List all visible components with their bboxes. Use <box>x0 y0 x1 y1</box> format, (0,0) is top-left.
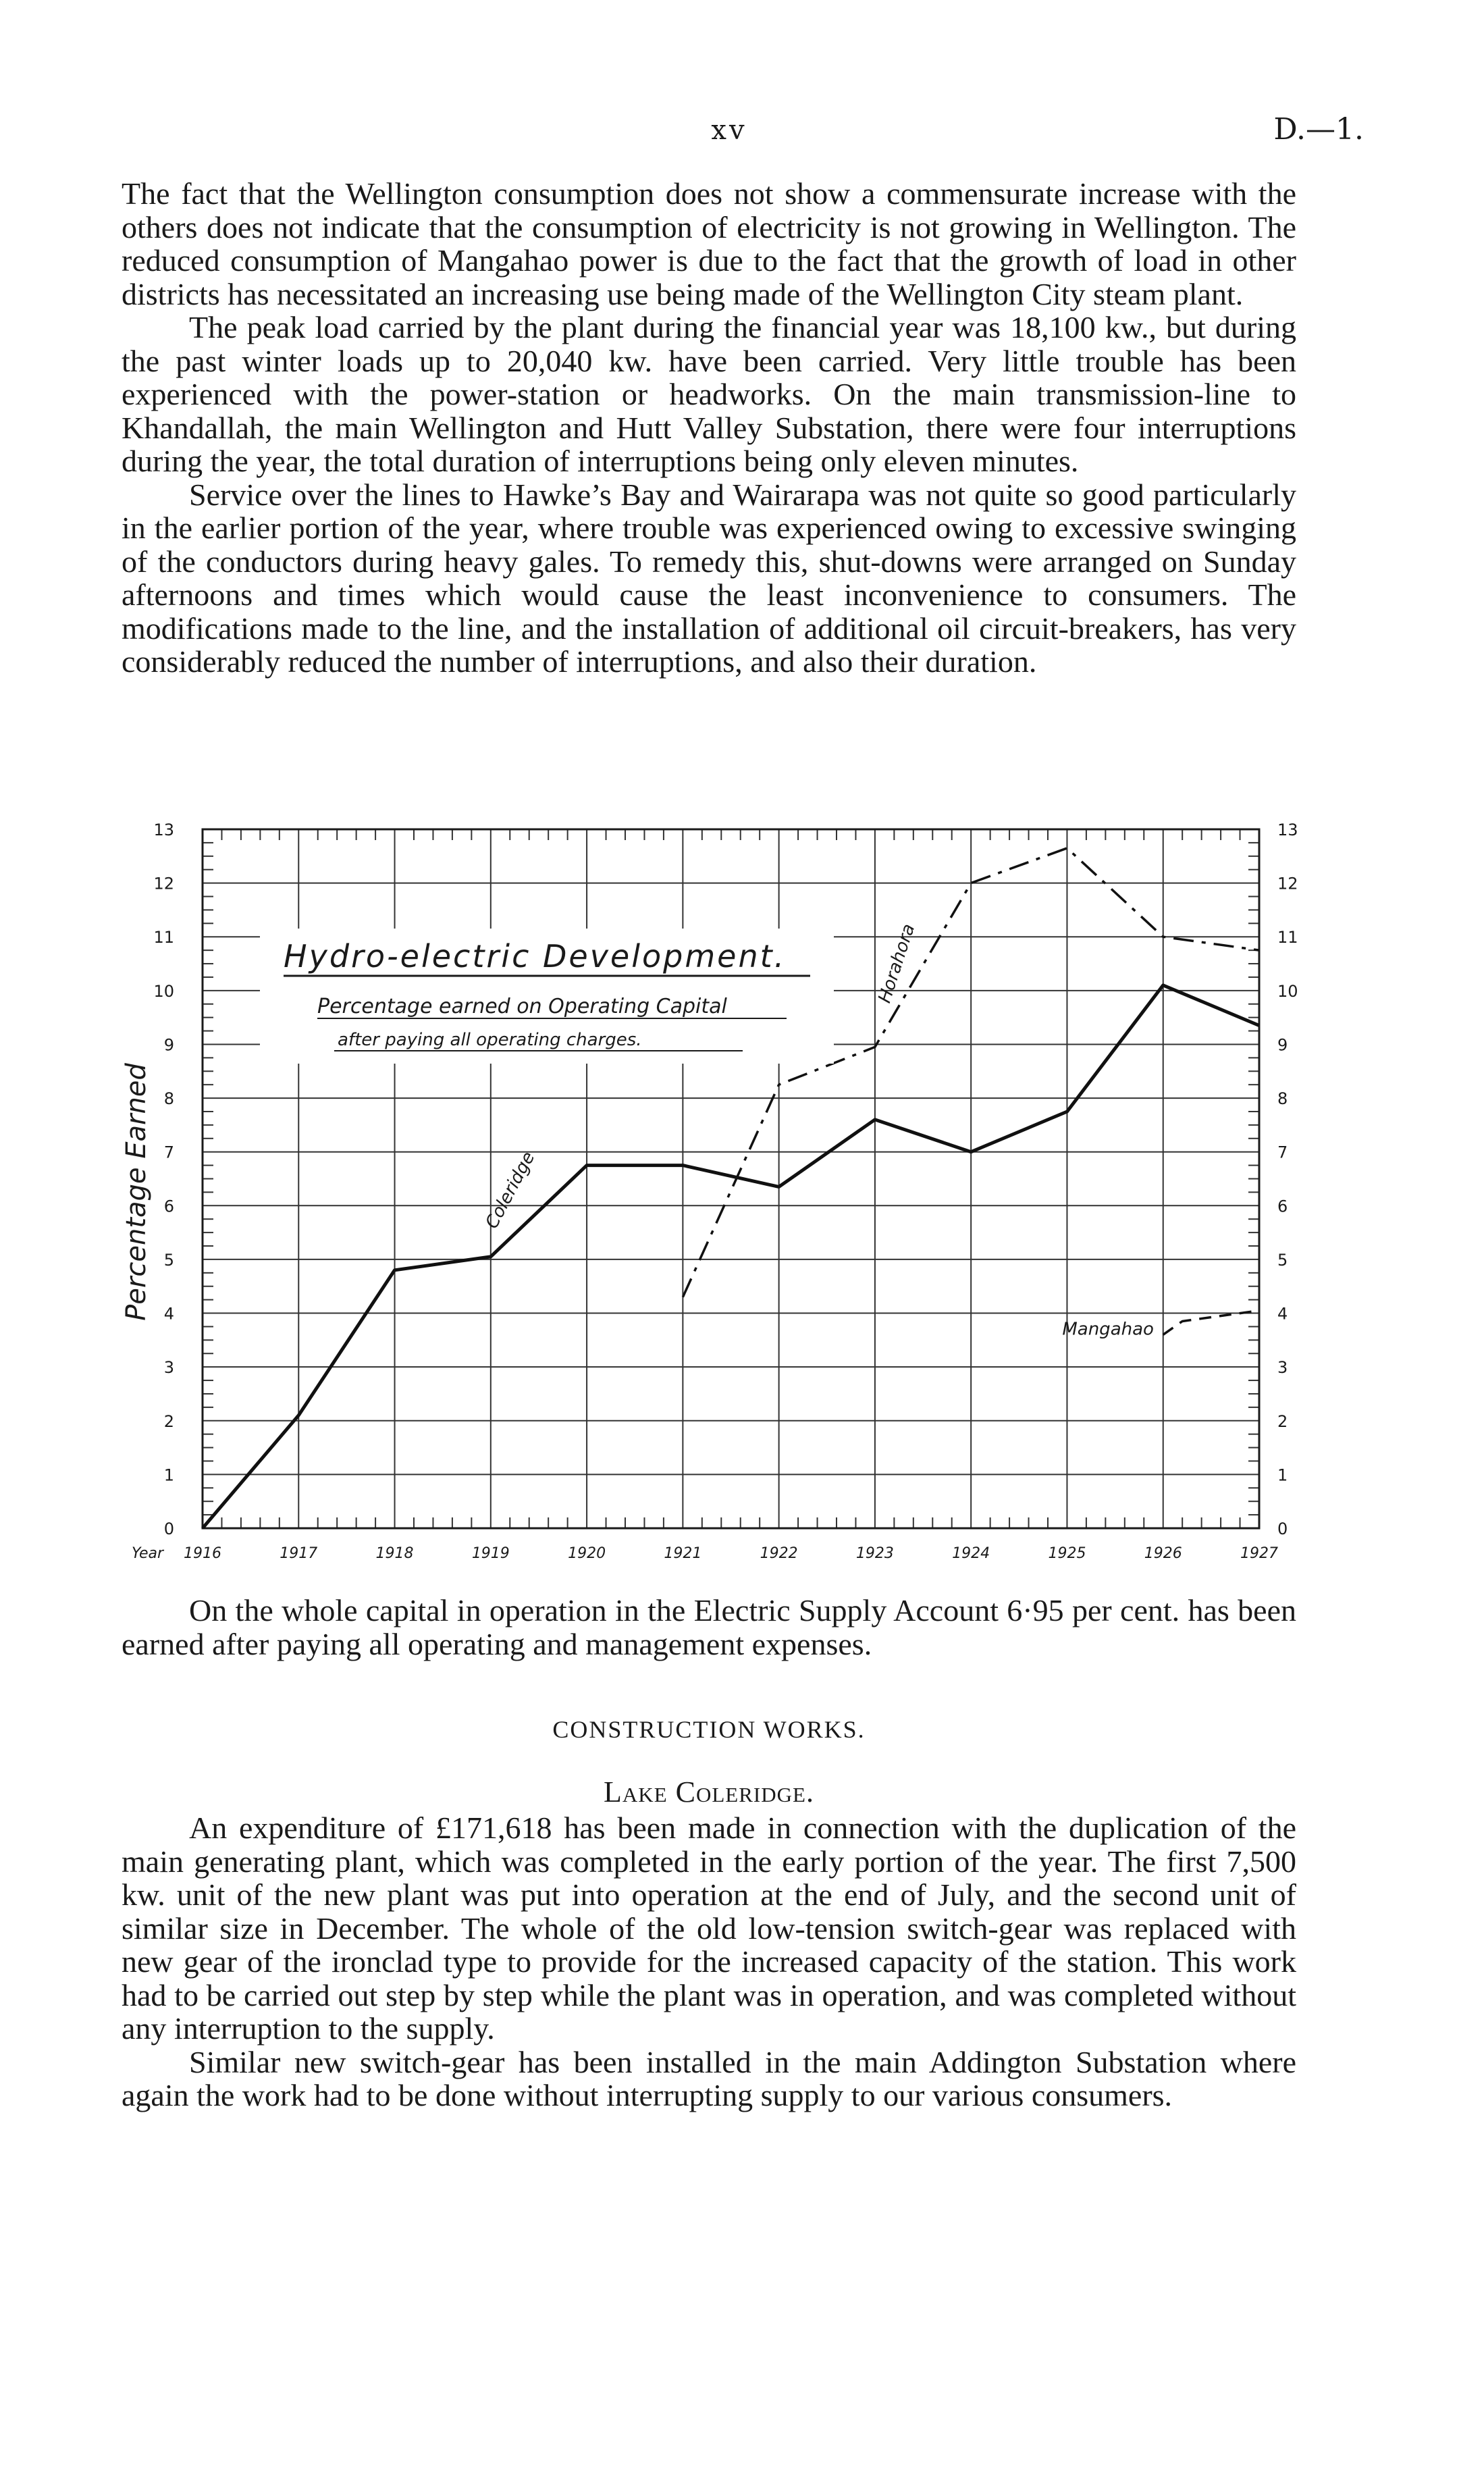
y-tick-label-right: 11 <box>1277 928 1298 947</box>
chart-title: Hydro-electric Development. <box>284 938 787 974</box>
document-reference: D.—1. <box>1273 112 1364 147</box>
y-tick-label-right: 6 <box>1277 1197 1288 1216</box>
paragraph: The peak load carried by the plant during the financial year was 18,100 kw., but during the past winter loads up to 20,040 kw. have been carried. Very little trouble has been experienced with the power-station or headworks. On the main transmission-line to Khandallah, the main Wellington and Hutt Valley Substation, there were four interruptions during the year, the total duration of interruptions being only eleven minutes. <box>122 310 1296 478</box>
y-tick-label-right: 1 <box>1277 1465 1288 1485</box>
y-tick-label-right: 8 <box>1277 1089 1288 1109</box>
y-tick-label-right: 2 <box>1277 1411 1288 1431</box>
y-axis-title: Percentage Earned <box>121 1063 152 1321</box>
y-tick-label-right: 5 <box>1277 1250 1288 1270</box>
paragraph: On the whole capital in operation in the Electric Supply Account 6·95 per cent. has been earned after paying all operating and management expenses. <box>122 1593 1296 1661</box>
body-text-bottom <box>122 1811 1296 2112</box>
y-tick-label-right: 13 <box>1277 821 1298 839</box>
y-tick-label-left: 5 <box>163 1250 174 1270</box>
y-tick-label-right: 12 <box>1277 874 1298 893</box>
y-tick-label-right: 0 <box>1277 1519 1288 1538</box>
paragraph: Service over the lines to Hawke’s Bay and Wairarapa was not quite so good particularly in the earlier portion of the year, where trouble was experienced owing to excessive swinging of the conductors during heavy gales. To remedy this, shut-downs were arranged on Sunday afternoons and times which would cause the least inconvenience to consumers. The modifications made to the line, and the installation of additional oil circuit-breakers, has very considerably reduced the number of interruptions, and also their duration. <box>122 477 1296 679</box>
section-subheading: Lake Coleridge. <box>604 1775 814 1808</box>
y-tick-label-left: 11 <box>153 928 174 947</box>
chart-subtitle-1: Percentage earned on Operating Capital <box>317 995 727 1018</box>
x-tick-label: 1918 <box>375 1545 414 1562</box>
y-tick-label-left: 9 <box>163 1035 174 1055</box>
y-tick-label-left: 1 <box>163 1465 174 1485</box>
x-tick-label: 1927 <box>1240 1545 1278 1562</box>
y-tick-label-right: 10 <box>1277 981 1298 1001</box>
y-tick-label-right: 4 <box>1277 1304 1288 1324</box>
series-label-coleridge: Coleridge <box>481 1148 539 1232</box>
y-tick-label-left: 2 <box>163 1411 174 1431</box>
y-tick-label-left: 4 <box>163 1304 174 1324</box>
y-tick-label-left: 6 <box>163 1197 174 1216</box>
series-label-mangahao: Mangahao <box>1062 1319 1154 1340</box>
y-tick-label-left: 7 <box>163 1143 174 1162</box>
x-tick-label: 1924 <box>952 1545 990 1562</box>
x-tick-label: 1920 <box>568 1545 606 1562</box>
percentage-earned-chart <box>0 804 1484 1587</box>
y-tick-label-left: 13 <box>153 821 174 839</box>
y-tick-label-left: 12 <box>153 874 174 893</box>
paragraph: The fact that the Wellington consumption does not show a commensurate increase with the others does not indicate that the consumption of electricity is not growing in Wellington. The reduced consumption of Mangahao power is due to the fact that the growth of load in other districts has necessitated an increasing use being made of the Wellington City steam plant. <box>122 176 1296 311</box>
x-tick-label: 1926 <box>1144 1545 1182 1562</box>
x-tick-label: 1917 <box>280 1545 318 1562</box>
chart-subtitle-2: after paying all operating charges. <box>338 1030 642 1050</box>
y-tick-label-left: 8 <box>163 1089 174 1109</box>
y-tick-label-left: 3 <box>163 1358 174 1378</box>
x-tick-label: 1916 <box>184 1545 221 1562</box>
x-tick-label: 1923 <box>855 1545 894 1562</box>
section-heading: CONSTRUCTION WORKS. <box>552 1716 866 1743</box>
x-tick-label: 1919 <box>471 1545 510 1562</box>
x-tick-label: 1921 <box>664 1545 702 1562</box>
y-tick-label-left: 10 <box>153 981 174 1001</box>
series-line-mangahao <box>1163 1311 1259 1335</box>
x-tick-label: 1925 <box>1048 1545 1086 1562</box>
y-tick-label-right: 3 <box>1277 1358 1288 1378</box>
x-tick-label: 1922 <box>760 1545 798 1562</box>
series-label-horahora: Horahora <box>874 921 920 1006</box>
paragraph: Similar new switch-gear has been installed in the main Addington Substation where again the work had to be done without interrupting supply to our various consumers. <box>122 2044 1296 2112</box>
page-numeral: xv <box>711 115 747 146</box>
x-axis-prefix: Year <box>132 1545 164 1562</box>
y-tick-label-right: 9 <box>1277 1035 1288 1055</box>
body-text-middle <box>122 1594 1296 1661</box>
body-text-top <box>122 177 1296 679</box>
series-line-coleridge <box>203 985 1259 1528</box>
y-tick-label-left: 0 <box>163 1519 174 1538</box>
paragraph: An expenditure of £171,618 has been made in connection with the duplication of the main generating plant, which was completed in the early portion of the year. The first 7,500 kw. unit of the new plant was put into operation at the end of July, and the second unit of similar size in December. The whole of the old low-tension switch-gear was replaced with new gear of the ironclad type to provide for the increased capacity of the station. This work had to be carried out step by step while the plant was in operation, and was completed without any interruption to the supply. <box>122 1811 1296 2046</box>
y-tick-label-right: 7 <box>1277 1143 1288 1162</box>
